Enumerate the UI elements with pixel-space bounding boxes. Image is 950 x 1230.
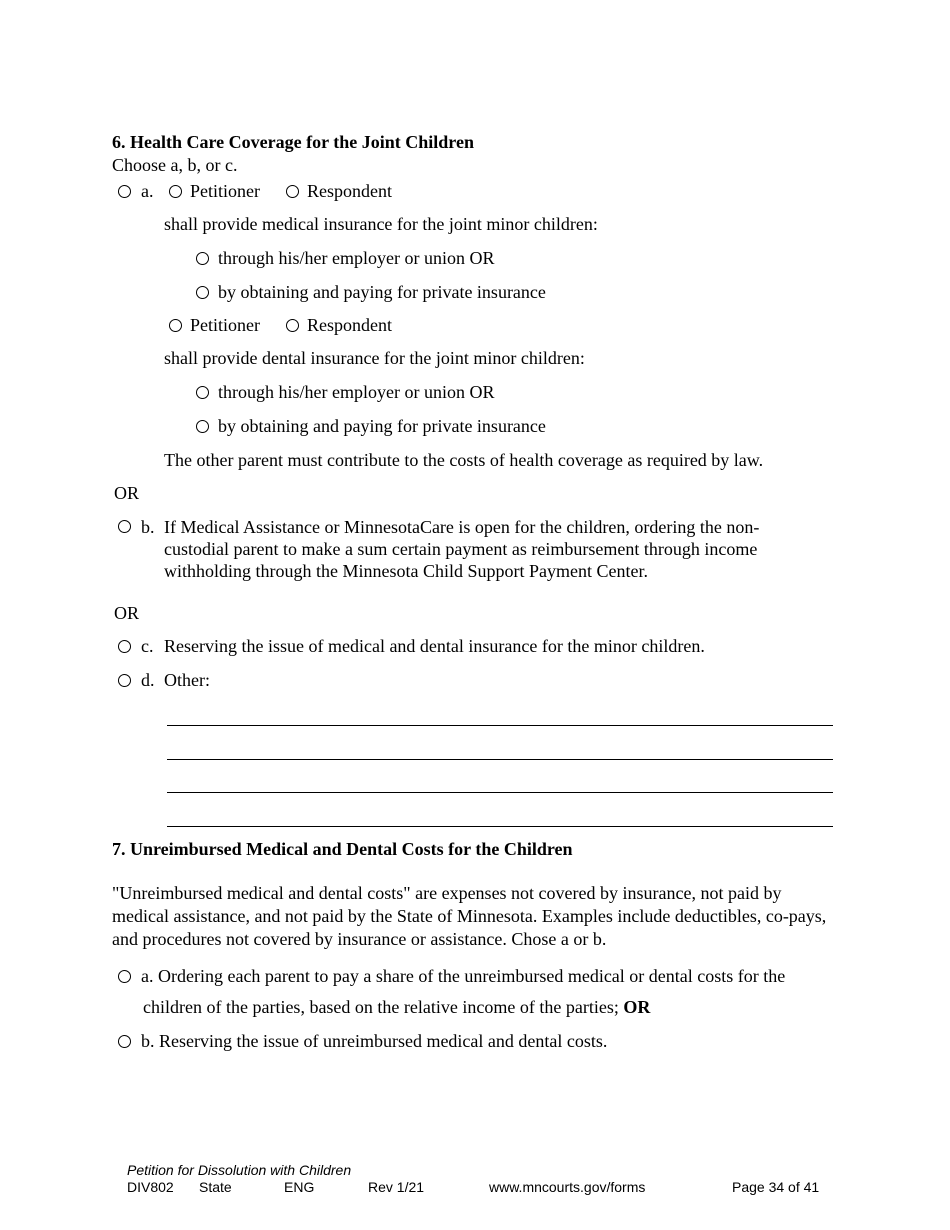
medical-employer-label: through his/her employer or union OR xyxy=(218,248,495,268)
option-a-letter: a. xyxy=(141,181,154,201)
option-c-letter: c. xyxy=(141,636,154,656)
or-separator-2: OR xyxy=(114,603,140,623)
dental-private-label: by obtaining and paying for private insurance xyxy=(218,416,546,436)
footer-jurisdiction: State xyxy=(199,1179,232,1195)
dental-petitioner-label: Petitioner xyxy=(190,315,260,335)
option-b-radio[interactable] xyxy=(118,520,131,533)
footer-form-title: Petition for Dissolution with Children xyxy=(127,1162,352,1178)
option-c-text: Reserving the issue of medical and dental insurance for the minor children. xyxy=(164,636,705,656)
section-6-heading: 6. Health Care Coverage for the Joint Children xyxy=(112,132,474,152)
footer-page-number: Page 34 of 41 xyxy=(732,1179,820,1195)
dental-petitioner-radio[interactable] xyxy=(169,319,182,332)
footer-revision: Rev 1/21 xyxy=(368,1179,425,1195)
medical-employer-radio[interactable] xyxy=(196,252,209,265)
option-d-radio[interactable] xyxy=(118,674,131,687)
unreimbursed-option-a-or: OR xyxy=(623,997,651,1017)
other-parent-text: The other parent must contribute to the costs of health coverage as required by law. xyxy=(164,450,764,470)
footer-url[interactable]: www.mncourts.gov/forms xyxy=(489,1179,646,1195)
unreimbursed-option-a-text-cont xyxy=(143,996,650,1018)
medical-private-label: by obtaining and paying for private insurance xyxy=(218,282,546,302)
medical-respondent-label: Respondent xyxy=(307,181,392,201)
dental-private-radio[interactable] xyxy=(196,420,209,433)
dental-respondent-label: Respondent xyxy=(307,315,392,335)
section-6-instruction: Choose a, b, or c. xyxy=(112,155,238,175)
unreimbursed-option-b-radio[interactable] xyxy=(118,1035,131,1048)
medical-insurance-text: shall provide medical insurance for the joint minor children: xyxy=(164,214,598,234)
option-b-letter: b. xyxy=(141,517,155,537)
medical-respondent-radio[interactable] xyxy=(286,185,299,198)
or-separator-1: OR xyxy=(114,483,140,503)
option-d-letter: d. xyxy=(141,670,155,690)
other-writing-line[interactable] xyxy=(167,759,833,760)
dental-respondent-radio[interactable] xyxy=(286,319,299,332)
unreimbursed-option-a-radio[interactable] xyxy=(118,970,131,983)
unreimbursed-option-a-text-line2: children of the parties, based on the relative income of the parties; xyxy=(143,997,619,1017)
other-writing-line[interactable] xyxy=(167,826,833,827)
medical-private-radio[interactable] xyxy=(196,286,209,299)
unreimbursed-option-a-text: a. Ordering each parent to pay a share of the unreimbursed medical or dental costs for the xyxy=(141,966,786,986)
footer-form-code: DIV802 xyxy=(127,1179,174,1195)
other-writing-line[interactable] xyxy=(167,792,833,793)
option-a-radio[interactable] xyxy=(118,185,131,198)
dental-employer-label: through his/her employer or union OR xyxy=(218,382,495,402)
section-7-heading: 7. Unreimbursed Medical and Dental Costs for the Children xyxy=(112,839,573,859)
other-writing-line[interactable] xyxy=(167,725,833,726)
option-c-radio[interactable] xyxy=(118,640,131,653)
dental-insurance-text: shall provide dental insurance for the joint minor children: xyxy=(164,348,585,368)
dental-employer-radio[interactable] xyxy=(196,386,209,399)
option-d-label: Other: xyxy=(164,670,210,690)
footer-language: ENG xyxy=(284,1179,315,1195)
medical-petitioner-radio[interactable] xyxy=(169,185,182,198)
unreimbursed-option-b-text: b. Reserving the issue of unreimbursed medical and dental costs. xyxy=(141,1031,608,1051)
option-b-text: If Medical Assistance or MinnesotaCare is open for the children, ordering the non-custodial parent to make a sum certain payment as reimbursement through income withholding through the Minnesota Child Support Payment Center. xyxy=(164,517,760,581)
section-7-paragraph: "Unreimbursed medical and dental costs" are expenses not covered by insurance, not paid by medical assistance, and not paid by the State of Minnesota. Examples include deductibles, co-pays, and procedures not covered by insurance or assistance. Chose a or b. xyxy=(112,883,827,949)
medical-petitioner-label: Petitioner xyxy=(190,181,260,201)
